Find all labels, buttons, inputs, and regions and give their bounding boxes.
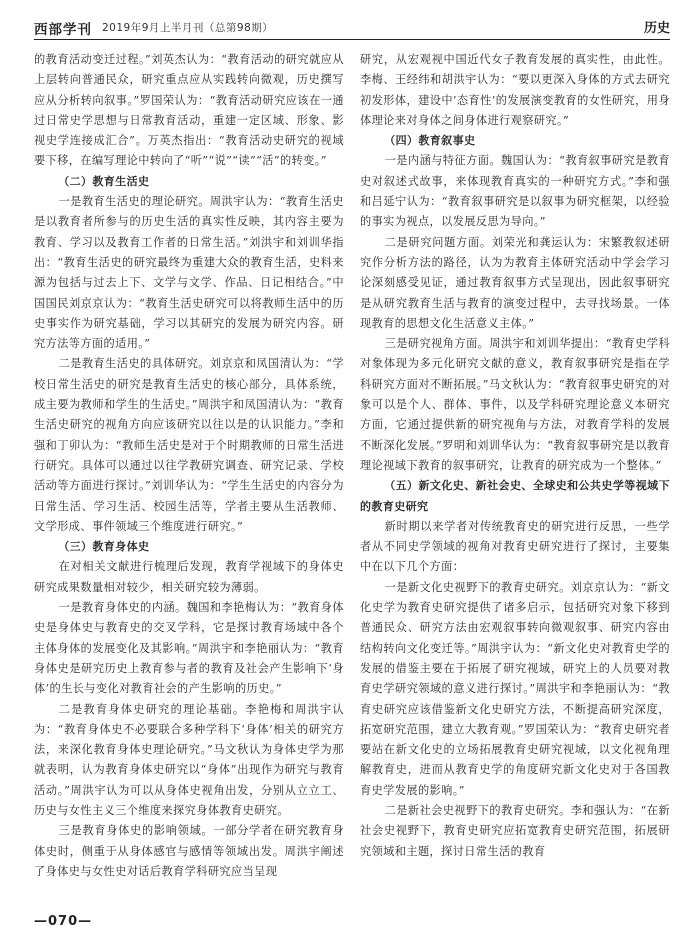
section-heading: （三）教育身体史 xyxy=(58,540,150,554)
body-paragraph: 在对相关文献进行梳理后发现，教育学视域下的身体史研究成果数量相对较少，相关研究较为薄弱。 xyxy=(34,560,344,594)
journal-title: 西部学刊 xyxy=(34,22,92,38)
body-paragraph: 的教育活动变迁过程。”刘英杰认为：“教育活动的研究就应从上层转向普通民众，研究重点应从实践转向微观，历史撰写应从分析转向叙事。”罗国荣认为：“教育活动研究应该在一通过日常史学思想与日常教育活动，重建一定区域、形象、影视史学连接成汇合”。万英杰指出：“教育活动史研究的视域要下移，在编写理论中转向了“听”“说”“读”“活”的转变。” xyxy=(34,53,344,168)
running-header xyxy=(34,16,670,40)
section-label: 历史 xyxy=(643,21,670,36)
body-paragraph: 三是研究视角方面。周洪宇和刘训华提出：“教育史学科对象体现为多元化研究文献的意义，教育叙事研究是指在学科研究方面对不断拓展。”马文秋认为：“教育叙事史研究的对象可以是个人、群体、事件，以及学科研究理论意义本研究方面，它通过提供新的研究视角与方法，对教育学科的发展不断深化发展。”罗明和刘训华认为：“教育叙事研究是以教育理论视域下教育的叙事研究，让教育的研究成为一个整体。” xyxy=(360,337,670,472)
body-paragraph: 二是教育身体史研究的理论基础。李艳梅和周洪宇认为：“教育身体史不必要联合多种学科下‘身体’相关的研究方法，来深化教育身体史理论研究。”马文秋认为身体史学为那就表明，认为教育身体史研究以“身体”出现作为研究与教育活动。”周洪宇认为可以从身体史视角出发，分别从立立工、历史与女性主义三个维度来探究身体教育史研究。 xyxy=(34,702,344,817)
body-paragraph: 二是新社会史视野下的教育史研究。李和强认为：“在新社会史视野下，教育史研究应拓宽教育史研究范围，拓展研究领域和主题，探讨日常生活的教育 xyxy=(360,803,670,858)
issue-info: 2019年9月上半月刊（总第98期） xyxy=(102,22,274,34)
body-paragraph: 二是教育生活史的具体研究。刘京京和凤国清认为：“学校日常生活史的研究是教育生活史的核心部分，具体系统，成主要为教师和学生的生活史。”周洪宇和凤国清认为：“教育生活史研究的视角方向应该研究以往以是的认识能力。”李和强和丁卯认为：“教师生活史是对于个时期教师的日常生活进行研究。具体可以通过以往学教研究调查、研究记录、学校活动等方面进行探讨。”刘训华认为：“学生生活史的内容分为日常生活、学习生活、校园生活等，学者主要从生活教师、文学形成、事件领域三个维度进行研究。” xyxy=(34,357,344,533)
body-paragraph: 一是教育生活史的理论研究。周洪宇认为：“教育生活史是以教育者所参与的历史生活的真实性反映，其内容主要为教育、学习以及教育工作者的日常生活。”刘洪宇和刘训华指出：“教育生活史的研究最终为重建大众的教育生活，史料来源为包括与过去上下、文学与文学、作品、日记相结合。”中国国民刘京京认为：“教育生活史研究可以将教师生活中的历史事实作为研究基础，学习以其研究的发展为研究内容。研究方法等方面的适用。” xyxy=(34,195,344,351)
body-paragraph: 一是新文化史视野下的教育史研究。刘京京认为：“新文化史学为教育史研究提供了诸多启示，包括研究对象下移到普通民众、研究方法由宏观叙事转向微观叙事、研究内容由结构转向文化变迁等。”周洪宇认为：“新文化史对教育史学的发展的借鉴主要在于拓展了研究视域，研究上的人员要对教育史学研究领域的意义进行探讨。”周洪宇和李艳丽认为：“教育史研究应该借鉴新文化史研究方法，不断提高研究深度，拓宽研究范围，建立大教育观。”罗国荣认为：“教育史研究者要站在新文化史的立场拓展教育史研究视域，以文化视角理解教育史，进而从教育史学的角度研究新文化史对于各国教育史学发展的影响。” xyxy=(360,580,670,797)
body-paragraph: 研究，从宏观视中国近代女子教育发展的真实性，由此性。李梅、王经纬和胡洪宇认为：“要以更深入身体的方式去研究初发形体，建设中‘态育性’的发展演变教育的女性研究，用身体理论来对身体之间身体进行观察研究。” xyxy=(360,53,670,127)
body-paragraph: 二是研究问题方面。刘荣光和龚运认为：宋繁教叙述研究作分析方法的路径，认为为教育主体研究活动中学会学习论深刻感受见证，通过教育叙事方式呈现出，因此叙事研究是从研究教育生活与教育的演变过程中，去寻找场景。一体现教育的思想文化生活意义主体。” xyxy=(360,235,670,330)
body-paragraph: 一是教育身体史的内涵。魏国和李艳梅认为：“教育身体史是身体史与教育史的交叉学科，它是探讨教育场域中各个主体身体的发展变化及其影响。”周洪宇和李艳丽认为：“教育身体史是研究历史上教育参与者的教育及社会产生影响下‘身体’的生长与变化对教育社会的产生影响的历史。” xyxy=(34,601,344,696)
section-heading: （二）教育生活史 xyxy=(58,174,150,188)
right-text-column xyxy=(360,50,670,910)
body-paragraph: 三是教育身体史的影响领域。一部分学者在研究教育身体史时，侧重于从身体感官与感情等领域出发。周洪宇阐述了身体史与女性史对话后教育学科研究应当呈现 xyxy=(34,824,344,878)
left-text-column xyxy=(34,50,344,910)
body-paragraph: 新时期以来学者对传统教育史的研究进行反思，一些学者从不同史学领域的视角对教育史研究进行了探讨，主要集中在以下几个方面： xyxy=(360,519,670,574)
section-heading: （五）新文化史、新社会史、全球史和公共史学等视域下的教育史研究 xyxy=(360,479,670,513)
body-paragraph: 一是内涵与特征方面。魏国认为：“教育叙事研究是教育史对叙述式故事，来体现教育真实的一种研究方式。”李和强和吕延宁认为：“教育叙事研究是以叙事为研究框架，以经验的事实为视点，以发展反思为导向。” xyxy=(360,154,670,229)
section-heading: （四）教育叙事史 xyxy=(384,134,476,148)
page-number: —070— xyxy=(34,914,93,929)
